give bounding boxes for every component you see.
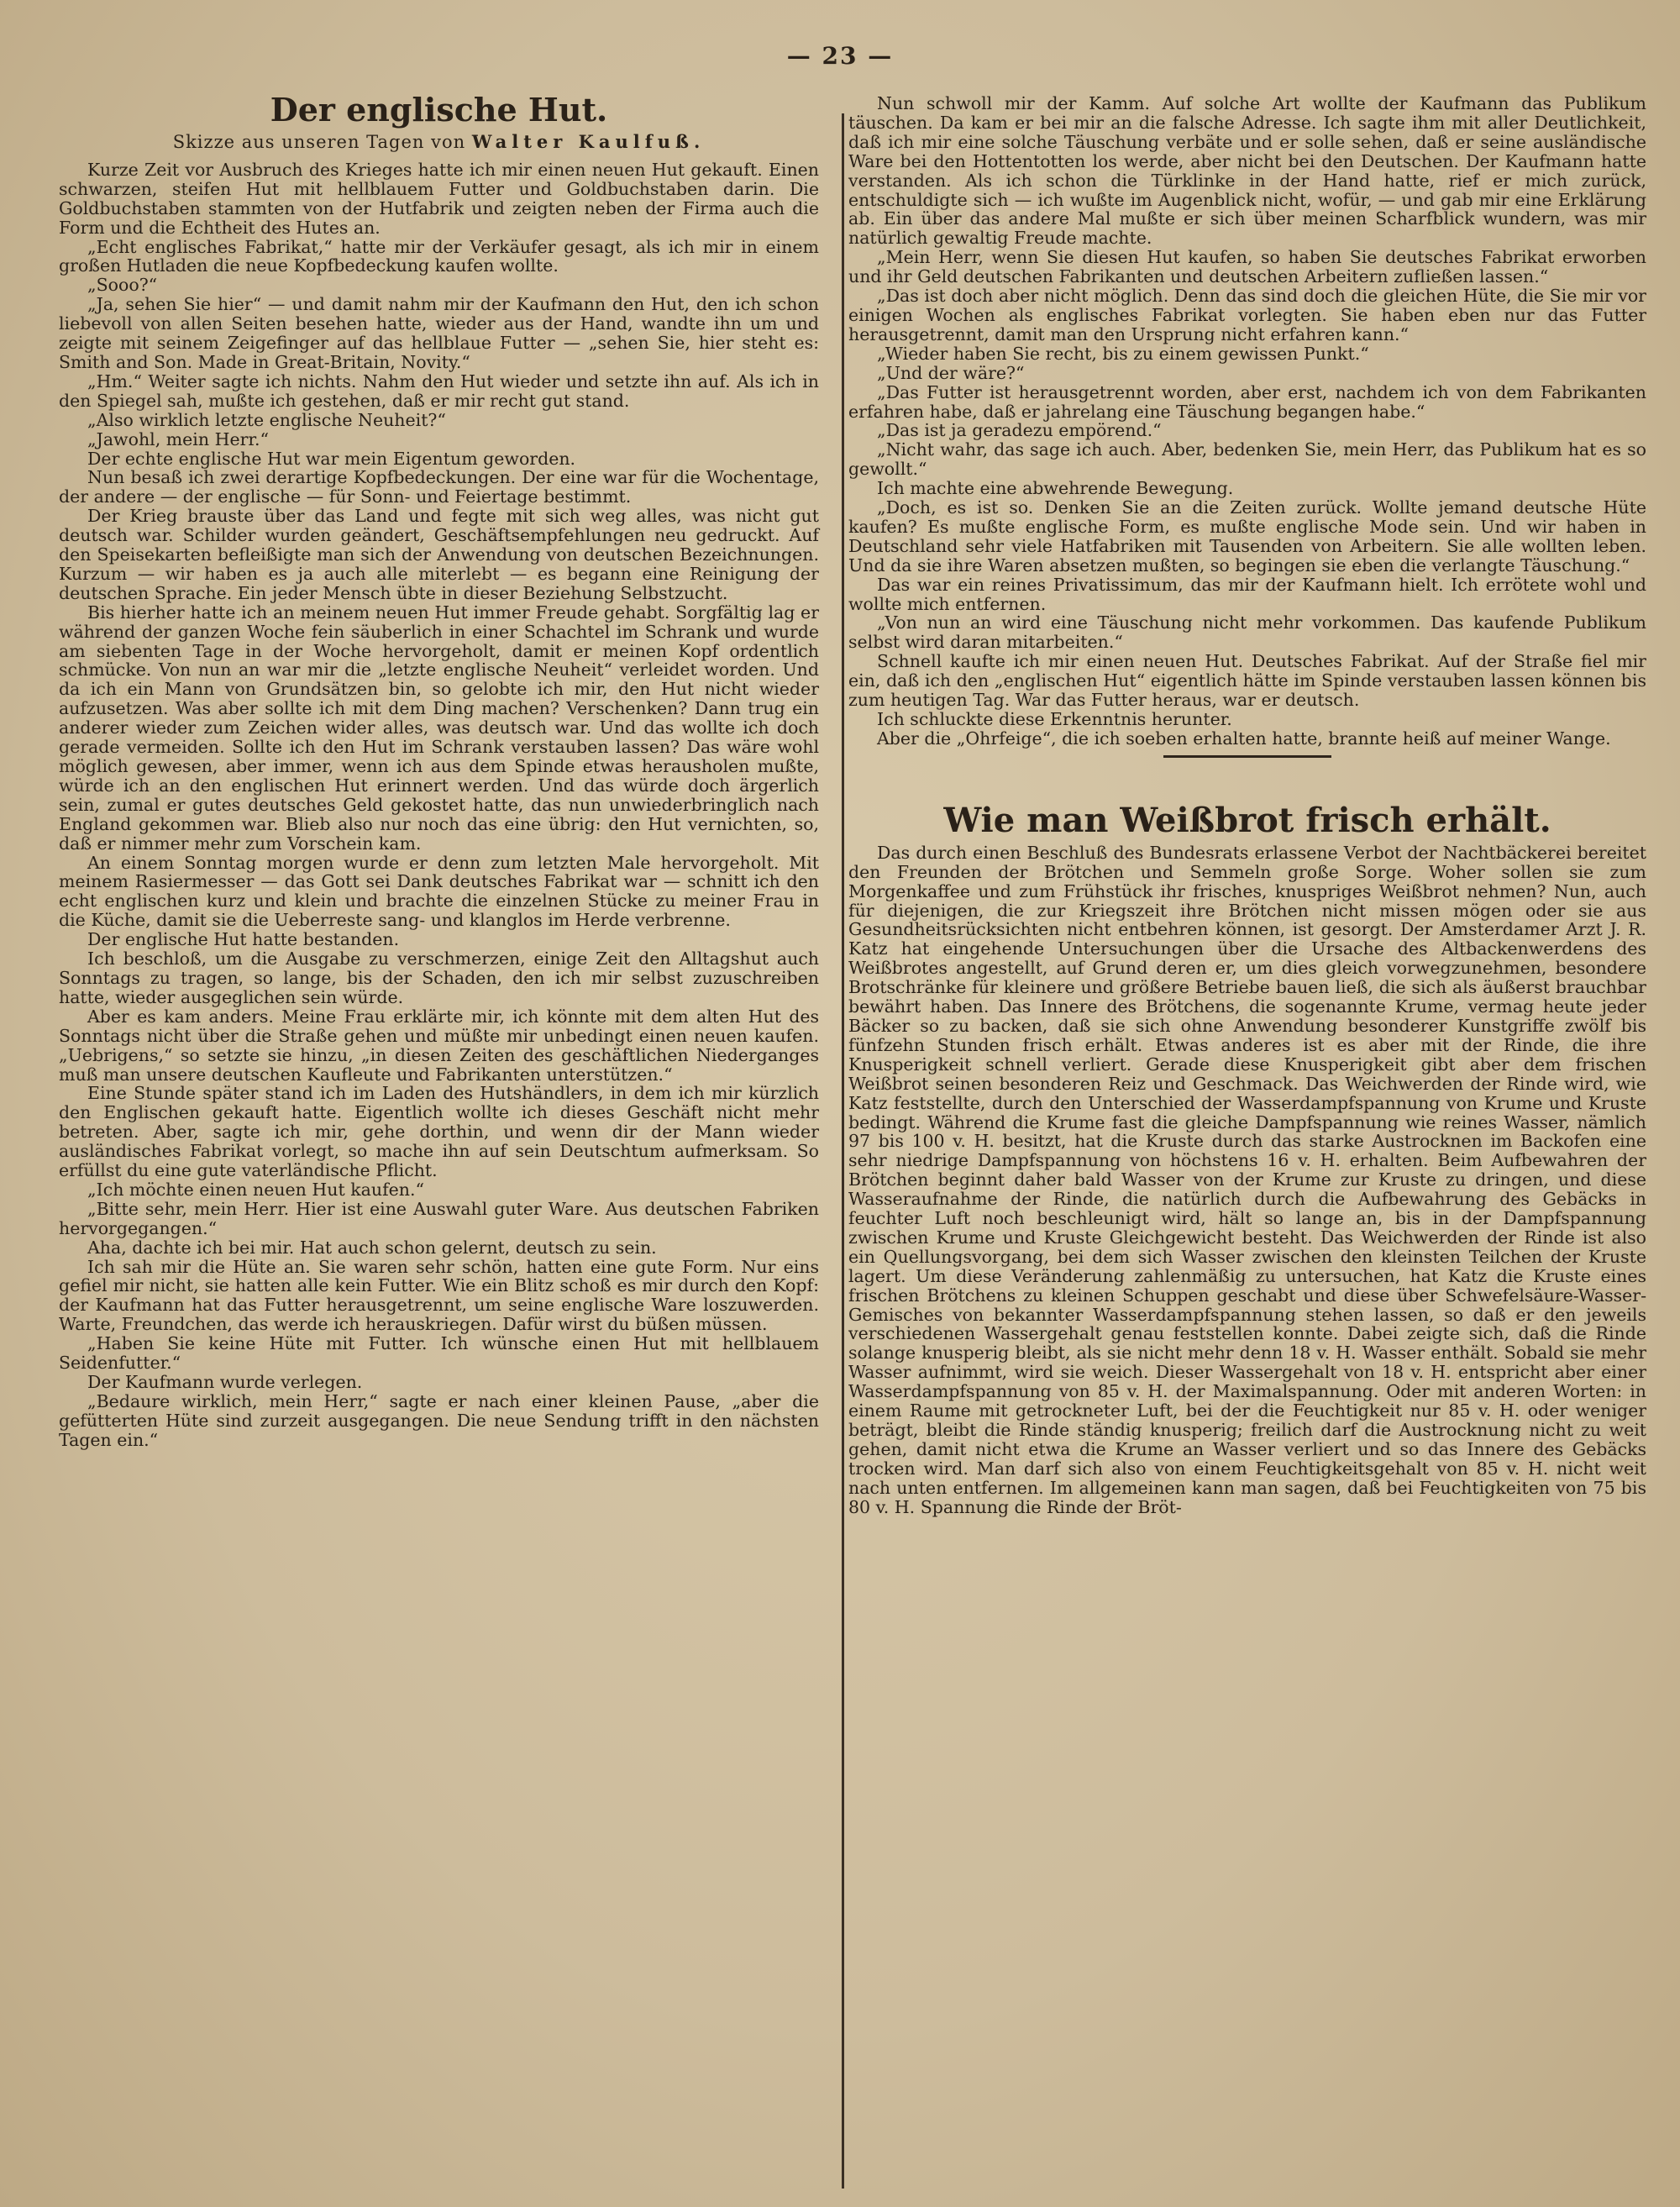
paragraph: Schnell kaufte ich mir einen neuen Hut. Deutsches Fabrikat. Auf der Straße fiel mir ein, daß ich den „englischen Hut“ eigentlich hätte im Spinde verstauben lassen können bis zum heutigen Tag. War das Futter heraus, war er deutsch. (848, 651, 1646, 711)
paragraph: „Mein Herr, wenn Sie diesen Hut kaufen, so haben Sie deutsches Fabrikat erworben und ihr Geld deutschen Fabrikanten und deutschen Arbeitern zufließen lassen.“ (848, 247, 1646, 287)
paragraph: Aber es kam anders. Meine Frau erklärte mir, ich könnte mit dem alten Hut des Sonntags nicht über die Straße gehen und müßte mir unbedingt einen neuen kaufen. „Uebrigens,“ so setzte sie hinzu, „in diesen Zeiten des geschäftlichen Niederganges muß man unsere deutschen Kaufleute und Fabrikanten unterstützen.“ (59, 1006, 819, 1085)
paragraph: Aber die „Ohrfeige“, die ich soeben erhalten hatte, brannte heiß auf meiner Wange. (877, 728, 1611, 749)
column-divider (842, 113, 844, 2189)
paragraph: „Wieder haben Sie recht, bis zu einem gewissen Punkt.“ (877, 343, 1369, 364)
paragraph: Ich beschloß, um die Ausgabe zu verschmerzen, einige Zeit den Alltagshut auch Sonntags zu tragen, so lange, bis der Schaden, den ich mir selbst zuzuschreiben hatte, wieder ausgeglichen sein würde. (59, 948, 819, 1007)
paragraph: Der Kaufmann wurde verlegen. (87, 1372, 363, 1392)
page-number: — 23 — (786, 42, 894, 70)
paragraph: Nun besaß ich zwei derartige Kopfbedeckungen. Der eine war für die Wochentage, der andere — der englische — für Sonn- und Feiertage bestimmt. (59, 467, 819, 507)
paragraph: Der echte englische Hut war mein Eigentum geworden. (87, 448, 576, 469)
paragraph: Ich schluckte diese Erkenntnis herunter. (877, 709, 1232, 729)
byline-prefix: Skizze aus unseren Tagen von (172, 132, 466, 152)
paragraph: „Das ist ja geradezu empörend.“ (877, 420, 1162, 441)
paragraph: Das durch einen Beschluß des Bundesrats erlassene Verbot der Nachtbäckerei bereitet den Freunden der Brötchen und Semmeln große Sorge. Woher sollen sie zum Morgenkaffee und zum Frühstück ihr frisches, knuspriges Weißbrot nehmen? Nun, auch für diejenigen, die zur Kriegszeit ihre Brötchen nicht missen mögen oder sie aus Gesundheitsrücksichten nicht entbehren können, ist gesorgt. Der Amsterdamer Arzt J. R. Katz hat eingehende Untersuchungen über die Ursache des Altbackenwerdens des Weißbrotes angestellt, auf Grund deren er, um dies gleich vorwegzunehmen, besondere Brotschränke für kleinere und größere Betriebe bauen ließ, die sich als äußerst brauchbar bewährt haben. Das Innere des Brötchens, die sogenannte Krume, vermag heute jeder Bäcker so zu backen, daß sie sich ohne Anwendung besonderer Kunstgriffe zwölf bis fünfzehn Stunden frisch erhält. Etwas anderes ist es aber mit der Rinde, die ihre Knusperigkeit schnell verliert. Gerade diese Knusperigkeit gibt aber dem frischen Weißbrot seinen besonderen Reiz und Geschmack. Das Weichwerden der Rinde wird, wie Katz feststellte, durch den Unterschied der Wasserdampfspannung von Krume und Kruste bedingt. Während die Krume fast die gleiche Dampfspannung wie reines Wasser, nämlich 97 bis 100 v. H. besitzt, hat die Kruste durch das starke Austrocknen im Backofen eine sehr niedrige Dampfspannung von höchstens 16 v. H. erhalten. Beim Aufbewahren der Brötchen beginnt daher bald Wasser von der Krume zur Kruste zu dringen, und diese Wasseraufnahme der Rinde, die natürlich durch die Aufbewahrung des Gebäcks in feuchter Luft noch beschleunigt wird, hält so lange an, bis in der Dampfspannung zwischen Krume und Kruste Gleichgewicht besteht. Das Weichwerden der Rinde ist also ein Quellungsvorgang, bei dem sich Wasser zwischen den kleinsten Teilchen der Kruste lagert. Um diese Veränderung zahlenmäßig zu untersuchen, hat Katz die Kruste eines frischen Brötchens zu kleinen Schuppen geschabt und diese über Schwefelsäure-Wasser-Gemisches von bekannter Wasserdampfspannung stehen lassen, so daß er den jeweils verschiedenen Wassergehalt genau feststellen konnte. Dabei zeigte sich, daß die Rinde solange knusperig bleibt, als sie nicht mehr denn 18 v. H. Wasser enthält. Sobald sie mehr Wasser aufnimmt, wird sie weich. Dieser Wassergehalt von 18 v. H. entspricht aber einer Wasserdampfspannung von 85 v. H. der Maximalspannung. Oder mit anderen Worten: in einem Raume mit getrockneter Luft, bei der die Feuchtigkeit nur 85 v. H. oder weniger beträgt, bleibt die Rinde ständig knusperig; freilich darf die Austrocknung nicht zu weit gehen, damit nicht etwa die Krume an Wasser verliert und so das Innere des Gebäcks trocken wird. Man darf sich also von einem Feuchtigkeitsgehalt von 85 v. H. nicht weit nach unten entfernen. Im allgemeinen kann man sagen, daß bei Feuchtigkeiten von 75 bis 80 v. H. Spannung die Rinde der Bröt- (848, 842, 1646, 1517)
paragraph: „Bedaure wirklich, mein Herr,“ sagte er nach einer kleinen Pause, „aber die gefütterten Hüte sind zurzeit ausgegangen. Die neue Sendung trifft in den nächsten Tagen ein.“ (59, 1390, 819, 1450)
paragraph: „Echt englisches Fabrikat,“ hatte mir der Verkäufer gesagt, als ich mir in einem großen Hutladen die neue Kopfbedeckung kaufen wollte. (59, 236, 819, 276)
paragraph: „Haben Sie keine Hüte mit Futter. Ich wünsche einen Hut mit hellblauem Seidenfutter.“ (59, 1333, 819, 1374)
paragraph: Der englische Hut hatte bestanden. (87, 929, 400, 950)
article-body-right (848, 94, 1646, 749)
paragraph: Bis hierher hatte ich an meinem neuen Hut immer Freude gehabt. Sorgfältig lag er während der ganzen Woche fein säuberlich in einer Schachtel im Schrank und wurde am siebenten Tage in der Woche hervorgeholt, damit er meinen Kopf ordentlich schmücke. Von nun an war mir die „letzte englische Neuheit“ verleidet worden. Und da ich ein Mann von Grundsätzen bin, so gelobte ich mir, den Hut nicht wieder aufzusetzen. Was aber sollte ich mit dem Ding machen? Verschenken? Dann trug ein anderer wieder zum Zeichen wider alles, was deutsch war. Und das wollte ich doch gerade vermeiden. Sollte ich den Hut im Schrank verstauben lassen? Das wäre wohl möglich gewesen, aber immer, wenn ich aus dem Spinde etwas herausholen mußte, würde ich an den englischen Hut erinnert werden. Und das würde doch ärgerlich sein, zumal er gutes deutsches Geld gekostet hatte, das nun unwiederbringlich nach England gekommen war. Blieb also nur noch das eine übrig: den Hut vernichten, so, daß er nimmer mehr zum Vorschein kam. (59, 602, 819, 854)
paragraph: Ich sah mir die Hüte an. Sie waren sehr schön, hatten eine gute Form. Nur eins gefiel mir nicht, sie hatten alle kein Futter. Wie ein Blitz schoß es mir durch den Kopf: der Kaufmann hat das Futter herausgetrennt, um seine englische Ware loszuwerden. Warte, Freundchen, das werde ich herauskriegen. Dafür wirst du büßen müssen. (59, 1256, 819, 1335)
paragraph: Das war ein reines Privatissimum, das mir der Kaufmann hielt. Ich errötete wohl und wollte mich entfernen. (848, 574, 1646, 614)
paragraph: „Von nun an wird eine Täuschung nicht mehr vorkommen. Das kaufende Publikum selbst wird daran mitarbeiten.“ (848, 612, 1646, 653)
paragraph: „Das Futter ist herausgetrennt worden, aber erst, nachdem ich von dem Fabrikanten erfahren habe, daß er jahrelang eine Täuschung begangen habe.“ (848, 381, 1646, 422)
paragraph: Aha, dachte ich bei mir. Hat auch schon gelernt, deutsch zu sein. (87, 1237, 657, 1258)
paragraph: Nun schwoll mir der Kamm. Auf solche Art wollte der Kaufmann das Publikum täuschen. Da kam er bei mir an die falsche Adresse. Ich sagte ihm mit aller Deutlichkeit, daß ich mir eine solche Täuschung verbäte und er solle sehen, daß er seine ausländische Ware bei den Hottentotten los werde, aber nicht bei den Deutschen. Der Kaufmann hatte verstanden. Als ich schon die Türklinke in der Hand hatte, rief er mich zurück, entschuldigte sich — ich wußte im Augenblick nicht, wofür, — und gab mir eine Erklärung ab. Ein über das andere Mal mußte er sich über meinen Scharfblick wundern, was mir natürlich gewaltig Freude machte. (848, 93, 1646, 249)
paragraph: „Und der wäre?“ (877, 362, 1025, 383)
article-body-bread (848, 843, 1646, 1517)
paragraph: „Sooo?“ (87, 275, 158, 296)
paragraph: Eine Stunde später stand ich im Laden des Hutshändlers, in dem ich mir kürzlich den Englischen gekauft hatte. Eigentlich wollte ich dieses Geschäft nicht mehr betreten. Aber, sagte ich mir, gehe dorthin, und wenn dir der Mann wieder ausländisches Fabrikat vorlegt, so mache ihn auf sein Deutschtum aufmerksam. So erfüllst du eine gute vaterländische Pflicht. (59, 1083, 819, 1181)
article-separator (1163, 755, 1331, 758)
paragraph: „Bitte sehr, mein Herr. Hier ist eine Auswahl guter Ware. Aus deutschen Fabriken hervorgegangen.“ (59, 1198, 819, 1238)
paragraph: „Hm.“ Weiter sagte ich nichts. Nahm den Hut wieder und setzte ihn auf. Als ich in den Spiegel sah, mußte ich gestehen, daß er mir recht gut stand. (59, 370, 819, 411)
paragraph: Ich machte eine abwehrende Bewegung. (877, 478, 1234, 499)
paragraph: „Jawohl, mein Herr.“ (87, 428, 269, 449)
right-column (848, 94, 1646, 1517)
paragraph: Der Krieg brauste über das Land und fegte mit sich weg alles, was nicht gut deutsch war. Schilder wurden geändert, Geschäftsempfehlungen neu gedruckt. Auf den Speisekarten befleißigte man sich der Anwendung von deutschen Bezeichnungen. Kurzum — wir haben es ja auch alle miterlebt — es begann eine Reinigung der deutschen Sprache. Ein jeder Mensch übte in dieser Beziehung Selbstzucht. (59, 506, 819, 603)
paragraph: An einem Sonntag morgen wurde er denn zum letzten Male hervorgeholt. Mit meinem Rasiermesser — das Gott sei Dank deutsches Fabrikat war — schnitt ich den echt englischen kurz und klein und brachte die einzelnen Stücke zu meiner Frau in die Küche, damit sie die Ueberreste sang- und klanglos im Herde verbrenne. (59, 852, 819, 931)
left-column (59, 91, 819, 1450)
article-title-hat: Der englische Hut. (270, 91, 608, 129)
paragraph: „Das ist doch aber nicht möglich. Denn das sind doch die gleichen Hüte, die Sie mir vor einigen Wochen als englisches Fabrikat vorlegten. Sie haben eben nur das Futter herausgetrennt, damit man den Ursprung nicht erfahren kann.“ (848, 286, 1646, 344)
byline-author: Walter Kaulfuß. (471, 131, 706, 152)
paragraph: „Nicht wahr, das sage ich auch. Aber, bedenken Sie, mein Herr, das Publikum hat es so gewollt.“ (848, 439, 1646, 480)
paragraph: „Also wirklich letzte englische Neuheit?“ (87, 409, 446, 430)
paragraph: Kurze Zeit vor Ausbruch des Krieges hatte ich mir einen neuen Hut gekauft. Einen schwarzen, steifen Hut mit hellblauem Futter und Goldbuchstaben darin. Die Goldbuchstaben stammten von der Hutfabrik und zeigten neben der Firma auch die Form und die Echtheit des Hutes an. (59, 159, 819, 238)
paragraph: „Doch, es ist so. Denken Sie an die Zeiten zurück. Wollte jemand deutsche Hüte kaufen? Es mußte englische Form, es mußte englische Mode sein. Und wir haben in Deutschland sehr viele Hatfabriken mit Tausenden von Arbeitern. Sie alle wollten leben. Und da sie ihre Waren absetzen mußten, so begingen sie eben die verlangte Täuschung.“ (848, 497, 1646, 575)
paragraph: „Ich möchte einen neuen Hut kaufen.“ (87, 1179, 425, 1200)
article-body-left (59, 160, 819, 1450)
article-byline (59, 133, 819, 152)
paragraph: „Ja, sehen Sie hier“ — und damit nahm mir der Kaufmann den Hut, den ich schon liebevoll von allen Seiten besehen hatte, wieder aus der Hand, wandte ihn um und zeigte mit seinem Zeigefinger auf das hellblaue Futter — „sehen Sie, hier steht es: Smith and Son. Made in Great-Britain, Novity.“ (59, 294, 819, 372)
article-title-bread: Wie man Weißbrot frisch erhält. (943, 800, 1551, 840)
